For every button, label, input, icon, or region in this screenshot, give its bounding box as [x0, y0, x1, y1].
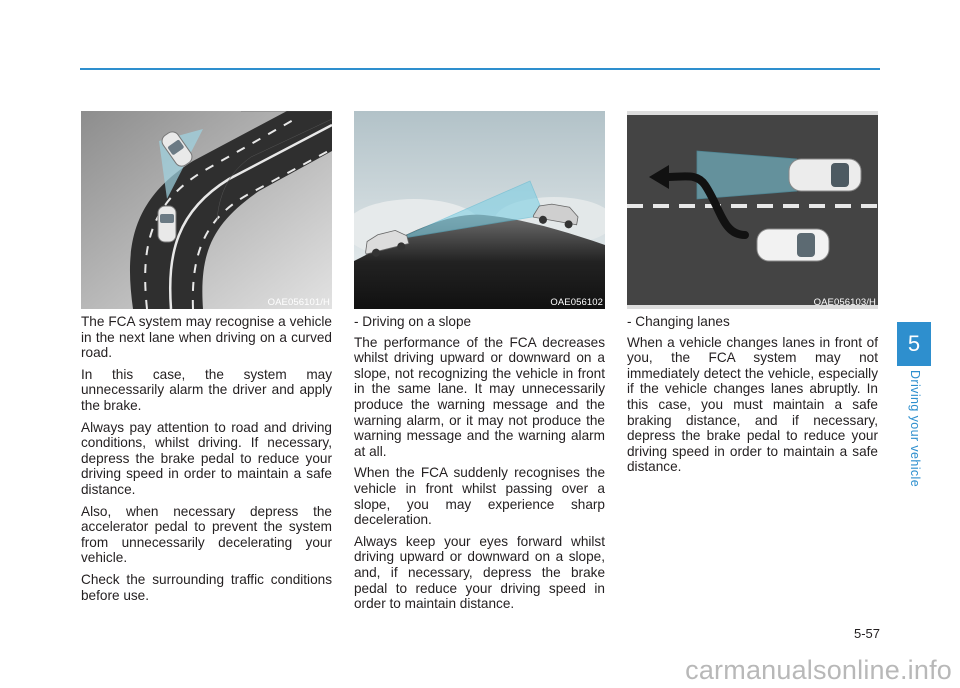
subheading: - Changing lanes	[627, 314, 730, 329]
paragraph: Always keep your eyes forward whilst driving upward or downward on a slope, and, if necessary, depress the brake pedal to reduce your driving speed in order to maintain distance.	[354, 533, 605, 612]
column-curved-road	[81, 314, 332, 609]
subheading: - Driving on a slope	[354, 314, 472, 329]
paragraph: The FCA system may recognise a vehicle in the next lane when driving on a curved road.	[81, 314, 332, 361]
paragraph: Check the surrounding traffic conditions before use.	[81, 571, 332, 603]
paragraph: Always pay attention to road and driving conditions, whilst driving. If necessary, depress the brake pedal to reduce your driving speed in order to maintain a safe distance.	[81, 419, 332, 497]
paragraph: When the FCA suddenly recognises the vehicle in front whilst passing over a slope, you may experience sharp deceleration.	[354, 465, 605, 528]
paragraph: When a vehicle changes lanes in front of you, the FCA system may not immediately detect the vehicle, especially if the vehicle changes lanes abruptly. In this case, you must maintain a safe braking distance, and if necessary, depress the brake pedal to reduce your driving speed in order to maintain a safe distance.	[627, 334, 878, 475]
section-title: Driving your vehicle	[908, 370, 922, 488]
watermark: carmanualsonline.info	[685, 655, 952, 685]
header-rule	[80, 68, 880, 70]
figure-code: OAE056101/H	[267, 297, 330, 308]
column-changing-lanes	[627, 314, 878, 481]
paragraph: In this case, the system may unnecessarily alarm the driver and apply the brake.	[81, 366, 332, 413]
curved-road-illustration	[81, 111, 332, 309]
page-number: 5-57	[853, 626, 880, 641]
figure-code: OAE056102	[550, 297, 603, 308]
paragraph: Also, when necessary depress the accelerator pedal to prevent the system from unnecessarily decelerating your vehicle.	[81, 503, 332, 566]
paragraph: The performance of the FCA decreases whilst driving upward or downward on a slope, not recognizing the vehicle in front in the same lane. It may unnecessarily produce the warning message and the warning alarm, or it may not produce the warning message and the warning alarm at all.	[354, 334, 605, 459]
column-slope	[354, 314, 605, 618]
figure-code: OAE056103/H	[813, 297, 876, 308]
slope-illustration	[354, 111, 605, 309]
lane-change-illustration	[627, 111, 878, 309]
section-number-tab: 5	[897, 322, 931, 366]
